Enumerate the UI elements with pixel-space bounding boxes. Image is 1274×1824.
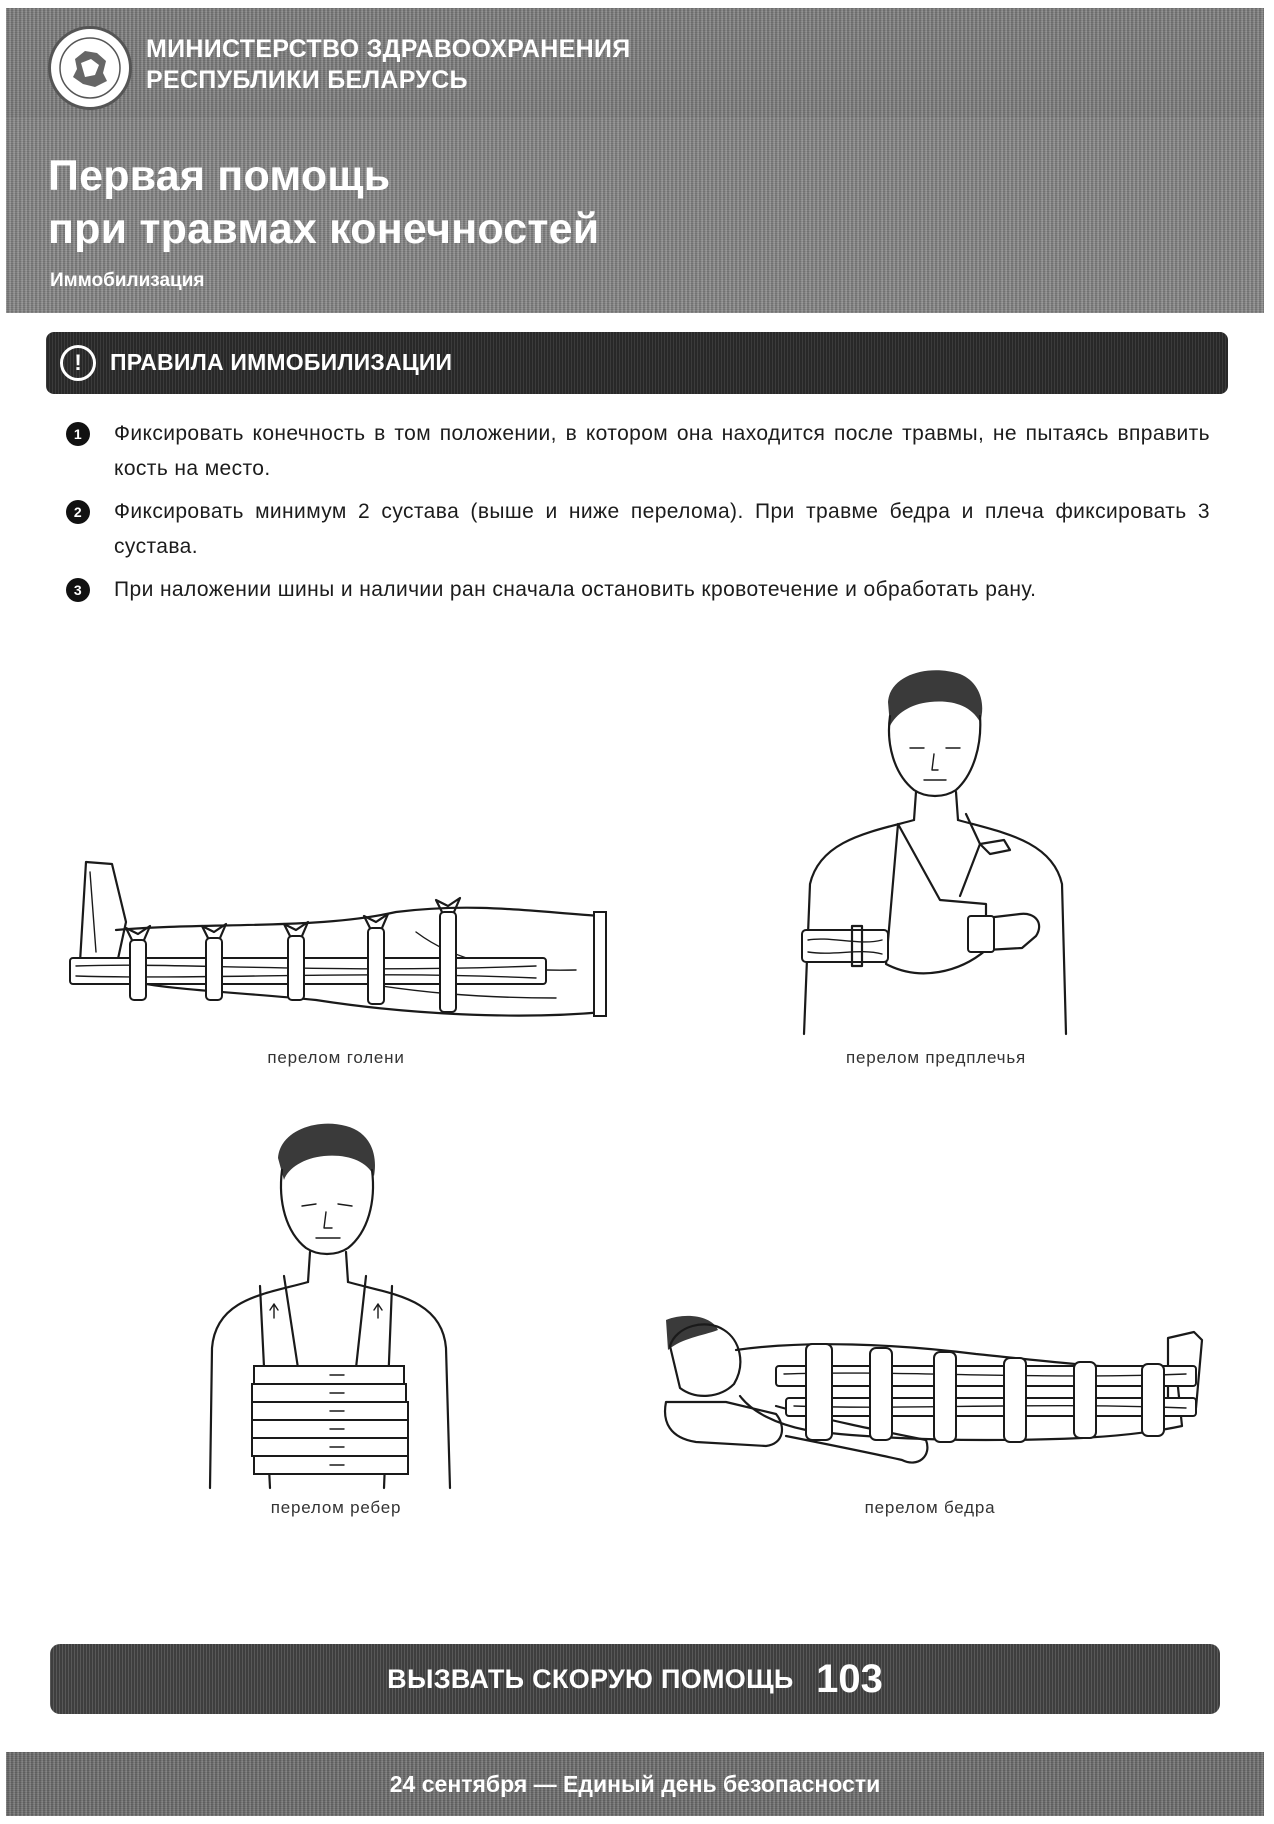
shin-caption: перелом голени	[267, 1048, 405, 1067]
rule-text: Фиксировать минимум 2 сустава (выше и ниже перелома). При травме бедра и плеча фиксировать 3 сустава.	[114, 500, 1210, 558]
call-label: ВЫЗВАТЬ СКОРУЮ ПОМОЩЬ	[387, 1664, 794, 1694]
rules-list	[66, 416, 1210, 615]
forearm-sling-illustration	[790, 664, 1080, 1044]
thigh-splint-illustration	[656, 1310, 1216, 1500]
emergency-number: 103	[816, 1657, 883, 1701]
rule-number-badge: 1	[66, 422, 90, 446]
forearm-caption: перелом предплечья	[846, 1048, 1026, 1067]
emergency-call-banner	[50, 1644, 1220, 1714]
footer-banner	[6, 1752, 1264, 1816]
exclamation-circle-icon: !	[60, 345, 96, 381]
ministry-emblem-icon	[48, 26, 132, 110]
title-line-1: Первая помощь	[48, 152, 391, 200]
ministry-line-2: РЕСПУБЛИКИ БЕЛАРУСЬ	[146, 66, 468, 94]
ministry-line-1: МИНИСТЕРСТВО ЗДРАВООХРАНЕНИЯ	[146, 35, 631, 63]
footer-text: 24 сентября — Единый день безопасности	[389, 1771, 881, 1797]
ribs-bandage-illustration	[206, 1118, 456, 1498]
ministry-banner	[6, 8, 1264, 118]
rule-item	[66, 572, 1210, 607]
ribs-caption: перелом ребер	[270, 1498, 402, 1517]
rule-item	[66, 416, 1210, 486]
rule-number-badge: 3	[66, 578, 90, 602]
shin-splint-illustration	[56, 852, 626, 1032]
thigh-caption: перелом бедра	[864, 1498, 996, 1517]
rule-text: Фиксировать конечность в том положении, в котором она находится после травмы, не пытаясь вправить кость на место.	[114, 422, 1210, 480]
rules-heading: ПРАВИЛА ИММОБИЛИЗАЦИИ	[110, 349, 453, 375]
emergency-call-text	[50, 1644, 1220, 1714]
rules-header	[46, 332, 1228, 394]
page-header	[6, 8, 1264, 313]
title-line-2: при травмах конечностей	[48, 205, 600, 253]
page-subtitle: Иммобилизация	[50, 270, 205, 291]
rule-text: При наложении шины и наличии ран сначала остановить кровотечение и обработать рану.	[114, 578, 1037, 601]
rule-item	[66, 494, 1210, 564]
rule-number-badge: 2	[66, 500, 90, 524]
ministry-name	[146, 34, 630, 96]
page-title	[48, 150, 599, 256]
